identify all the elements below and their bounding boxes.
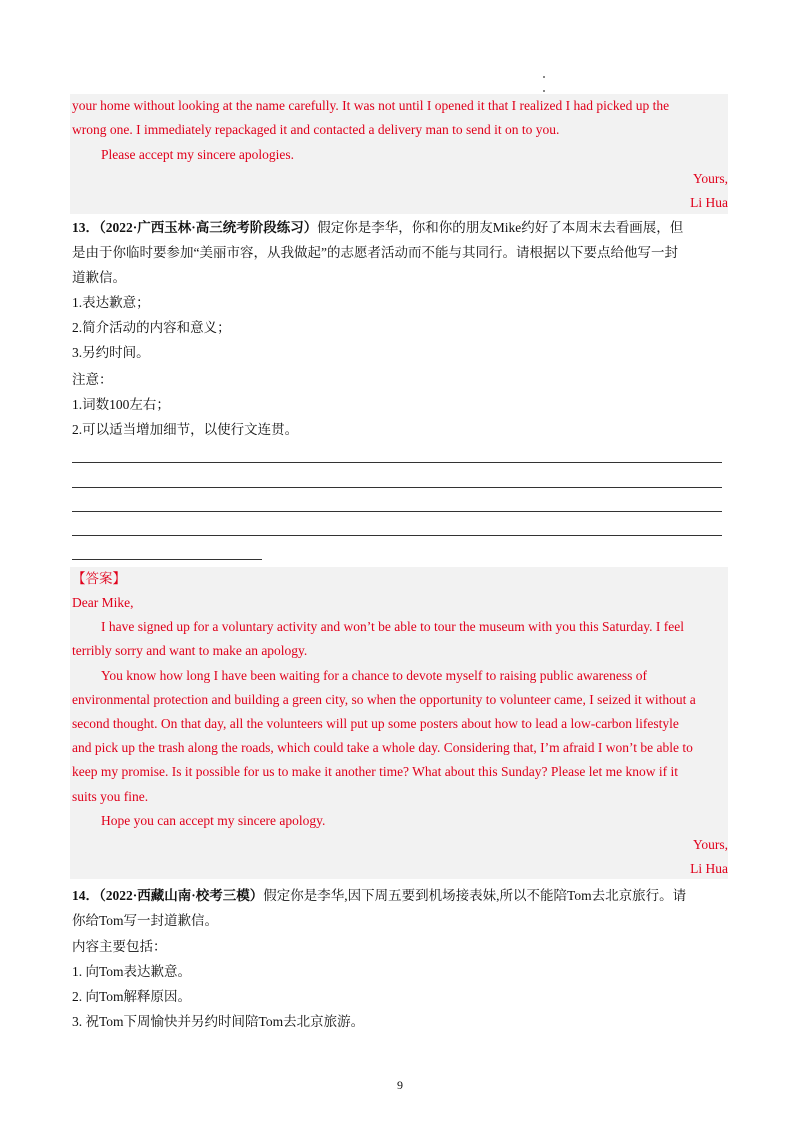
answer-closing: Yours, [692, 837, 728, 852]
note-item: 2.可以适当增加细节，以使行文连贯。 [72, 422, 299, 437]
question-14-header [72, 884, 686, 908]
question-prompt: 你给Tom写一封道歉信。 [72, 913, 219, 928]
decorative-dot [543, 90, 545, 92]
question-prompt: 假定你是李华,因下周五要到机场接表妹,所以不能陪Tom去北京旅行。请 [263, 888, 687, 903]
page-number: 9 [397, 1078, 403, 1092]
question-13-header [72, 216, 683, 240]
prev-answer-closing: Yours, [692, 171, 728, 186]
question-source: （2022·广西玉林·高三统考阶段练习） [99, 220, 318, 235]
prev-answer-line: your home without looking at the name carefully. It was not until I opened it that I realized I had picked up the [72, 98, 670, 113]
question-number: 14． [72, 888, 99, 903]
question-number: 13． [72, 220, 99, 235]
question-point: 1. 向Tom表达歉意。 [72, 964, 192, 979]
prev-answer-signature: Li Hua [690, 195, 728, 210]
answer-greeting: Dear Mike, [72, 595, 134, 610]
answer-line: environmental protection and building a green city, so when the opportunity to volunteer came, I seized it without a [72, 692, 696, 707]
answer-label: 【答案】 [72, 571, 126, 586]
answer-line: Hope you can accept my sincere apology. [101, 813, 326, 828]
question-point: 2.简介活动的内容和意义； [72, 320, 231, 335]
answer-writing-line [72, 535, 722, 536]
question-source: （2022·西藏山南·校考三模） [99, 888, 264, 903]
answer-line: terribly sorry and want to make an apology. [72, 643, 308, 658]
question-point: 2. 向Tom解释原因。 [72, 989, 192, 1004]
answer-line: and pick up the trash along the roads, which could take a whole day. Considering that, I’m afraid I won’t be able to [72, 740, 693, 755]
content-label: 内容主要包括： [72, 939, 167, 954]
decorative-dot [543, 76, 545, 78]
note-item: 1.词数100左右； [72, 397, 170, 412]
answer-line: You know how long I have been waiting for a chance to devote myself to raising public awareness of [101, 668, 647, 683]
answer-writing-line [72, 487, 722, 488]
question-point: 3. 祝Tom下周愉快并另约时间陪Tom去北京旅游。 [72, 1014, 365, 1029]
question-point: 3.另约时间。 [72, 345, 150, 360]
question-prompt: 假定你是李华，你和你的朋友Mike约好了本周末去看画展，但 [317, 220, 684, 235]
prev-answer-line: wrong one. I immediately repackaged it and contacted a delivery man to send it on to you. [72, 122, 560, 137]
answer-line: keep my promise. Is it possible for us to make it another time? What about this Sunday? Please let me know if it [72, 764, 679, 779]
answer-line: suits you fine. [72, 789, 149, 804]
answer-line: I have signed up for a voluntary activity and won’t be able to tour the museum with you this Saturday. I feel [101, 619, 684, 634]
question-prompt: 道歉信。 [72, 270, 126, 285]
question-prompt: 是由于你临时要参加“美丽市容，从我做起”的志愿者活动而不能与其同行。请根据以下要点给他写一封 [72, 245, 678, 260]
answer-signature: Li Hua [690, 861, 728, 876]
answer-writing-line [72, 462, 722, 463]
answer-writing-line [72, 511, 722, 512]
question-point: 1.表达歉意； [72, 295, 150, 310]
answer-writing-line [72, 559, 262, 560]
note-label: 注意： [72, 372, 113, 387]
prev-answer-line: Please accept my sincere apologies. [101, 147, 295, 162]
answer-line: second thought. On that day, all the volunteers will put up some posters about how to lead a low-carbon lifestyle [72, 716, 679, 731]
